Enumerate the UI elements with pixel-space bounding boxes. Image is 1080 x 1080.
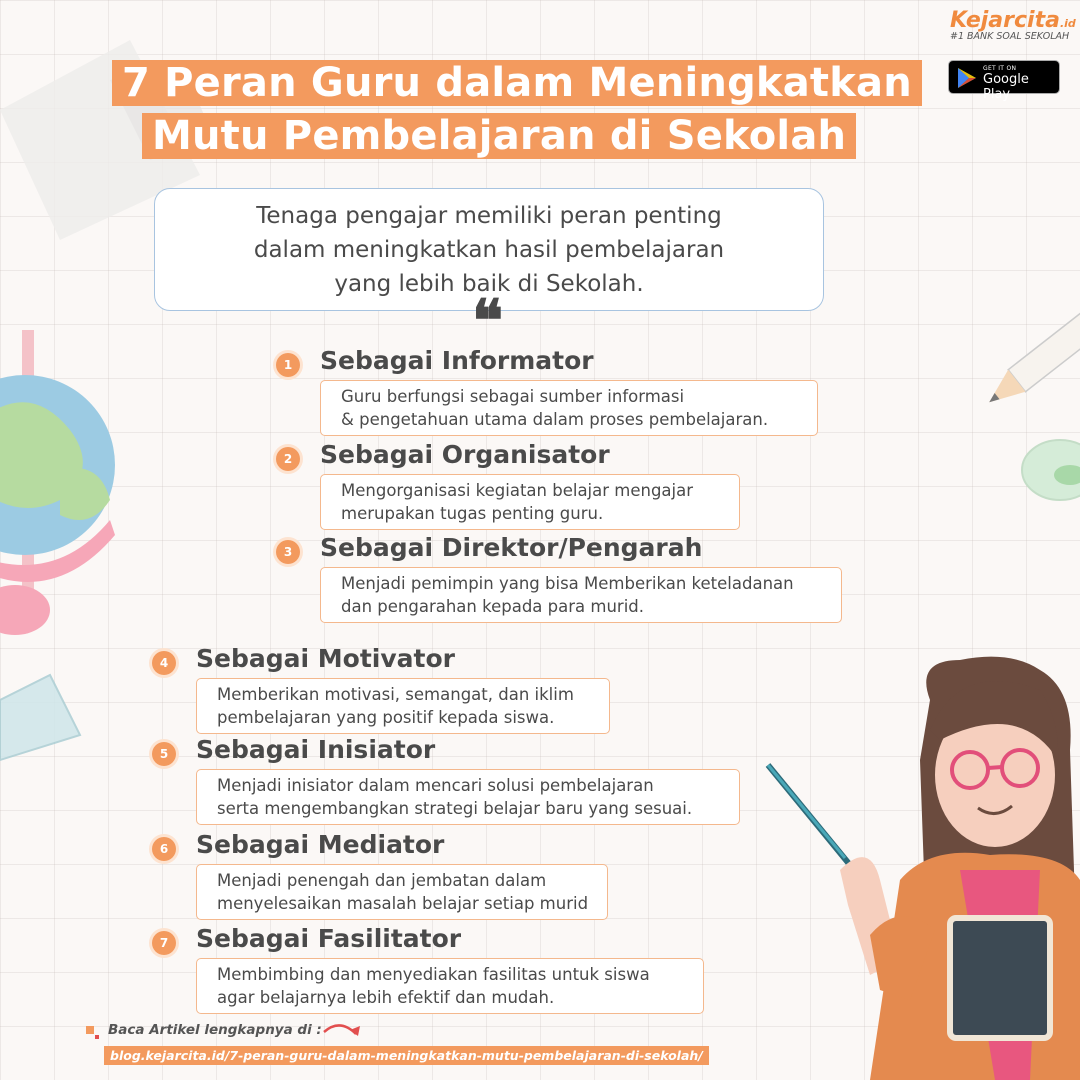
role-description-line: merupakan tugas penting guru. [341,504,604,523]
bullet-icon [86,1026,100,1040]
play-store-icon [958,68,976,88]
quote-mark-icon: ❝ [472,287,504,355]
role-number-badge: 2 [276,447,300,471]
role-title: Sebagai Fasilitator [196,924,462,953]
role-description-line: agar belajarnya lebih efektif dan mudah. [217,988,555,1007]
brand-name: Kejarcita [950,8,1060,33]
quote-line-1: Tenaga pengajar memiliki peran penting [256,203,722,229]
title-line-2: Mutu Pembelajaran di Sekolah [142,113,856,159]
role-title: Sebagai Inisiator [196,735,436,764]
pencil-illustration [981,302,1080,413]
title-line-1: 7 Peran Guru dalam Meningkatkan [112,60,922,106]
role-description-line: Menjadi penengah dan jembatan dalam [217,871,547,890]
role-title: Sebagai Motivator [196,644,455,673]
role-description-line: serta mengembangkan strategi belajar baru yang sesuai. [217,799,693,818]
role-number-badge: 1 [276,353,300,377]
teacher-illustration [768,657,1080,1080]
role-description-line: Membimbing dan menyediakan fasilitas untuk siswa [217,965,650,984]
curved-arrow-icon [322,1018,362,1042]
role-description [196,958,704,1014]
role-description [320,567,842,623]
google-play-label: Google Play [983,72,1029,102]
role-number-badge: 7 [152,931,176,955]
brand-suffix: .id [1059,17,1076,30]
role-description [196,769,740,825]
role-number-badge: 6 [152,837,176,861]
role-description [196,678,610,734]
read-more-label: Baca Artikel lengkapnya di : [108,1022,322,1038]
role-number-badge: 5 [152,742,176,766]
role-description-line: & pengetahuan utama dalam proses pembelajaran. [341,410,769,429]
role-title: Sebagai Direktor/Pengarah [320,533,703,562]
role-description-line: Memberikan motivasi, semangat, dan iklim [217,685,574,704]
role-description-line: pembelajaran yang positif kepada siswa. [217,708,555,727]
article-link[interactable]: blog.kejarcita.id/7-peran-guru-dalam-meningkatkan-mutu-pembelajaran-di-sekolah/ [104,1046,709,1065]
role-title: Sebagai Organisator [320,440,610,469]
role-description-line: Menjadi pemimpin yang bisa Memberikan keteladanan [341,574,794,593]
role-number-badge: 4 [152,651,176,675]
brand-logo[interactable] [950,8,1076,42]
globe-illustration [0,330,115,635]
role-description-line: menyelesaikan masalah belajar setiap murid [217,894,589,913]
role-description-line: Guru berfungsi sebagai sumber informasi [341,387,685,406]
role-description-line: dan pengarahan kepada para murid. [341,597,644,616]
google-play-badge[interactable] [948,60,1060,102]
quote-line-3: yang lebih baik di Sekolah. [334,271,644,297]
role-description-line: Menjadi inisiator dalam mencari solusi pembelajaran [217,776,654,795]
role-description [320,380,818,436]
role-number-badge: 3 [276,540,300,564]
role-title: Sebagai Informator [320,346,594,375]
role-title: Sebagai Mediator [196,830,445,859]
role-description-line: Mengorganisasi kegiatan belajar mengajar [341,481,694,500]
google-play-small-label: GET IT ON [983,65,1017,72]
quote-line-2: dalam meningkatkan hasil pembelajaran [253,237,725,263]
role-description [320,474,740,530]
brand-tagline: #1 BANK SOAL SEKOLAH [950,31,1070,42]
role-description [196,864,608,920]
